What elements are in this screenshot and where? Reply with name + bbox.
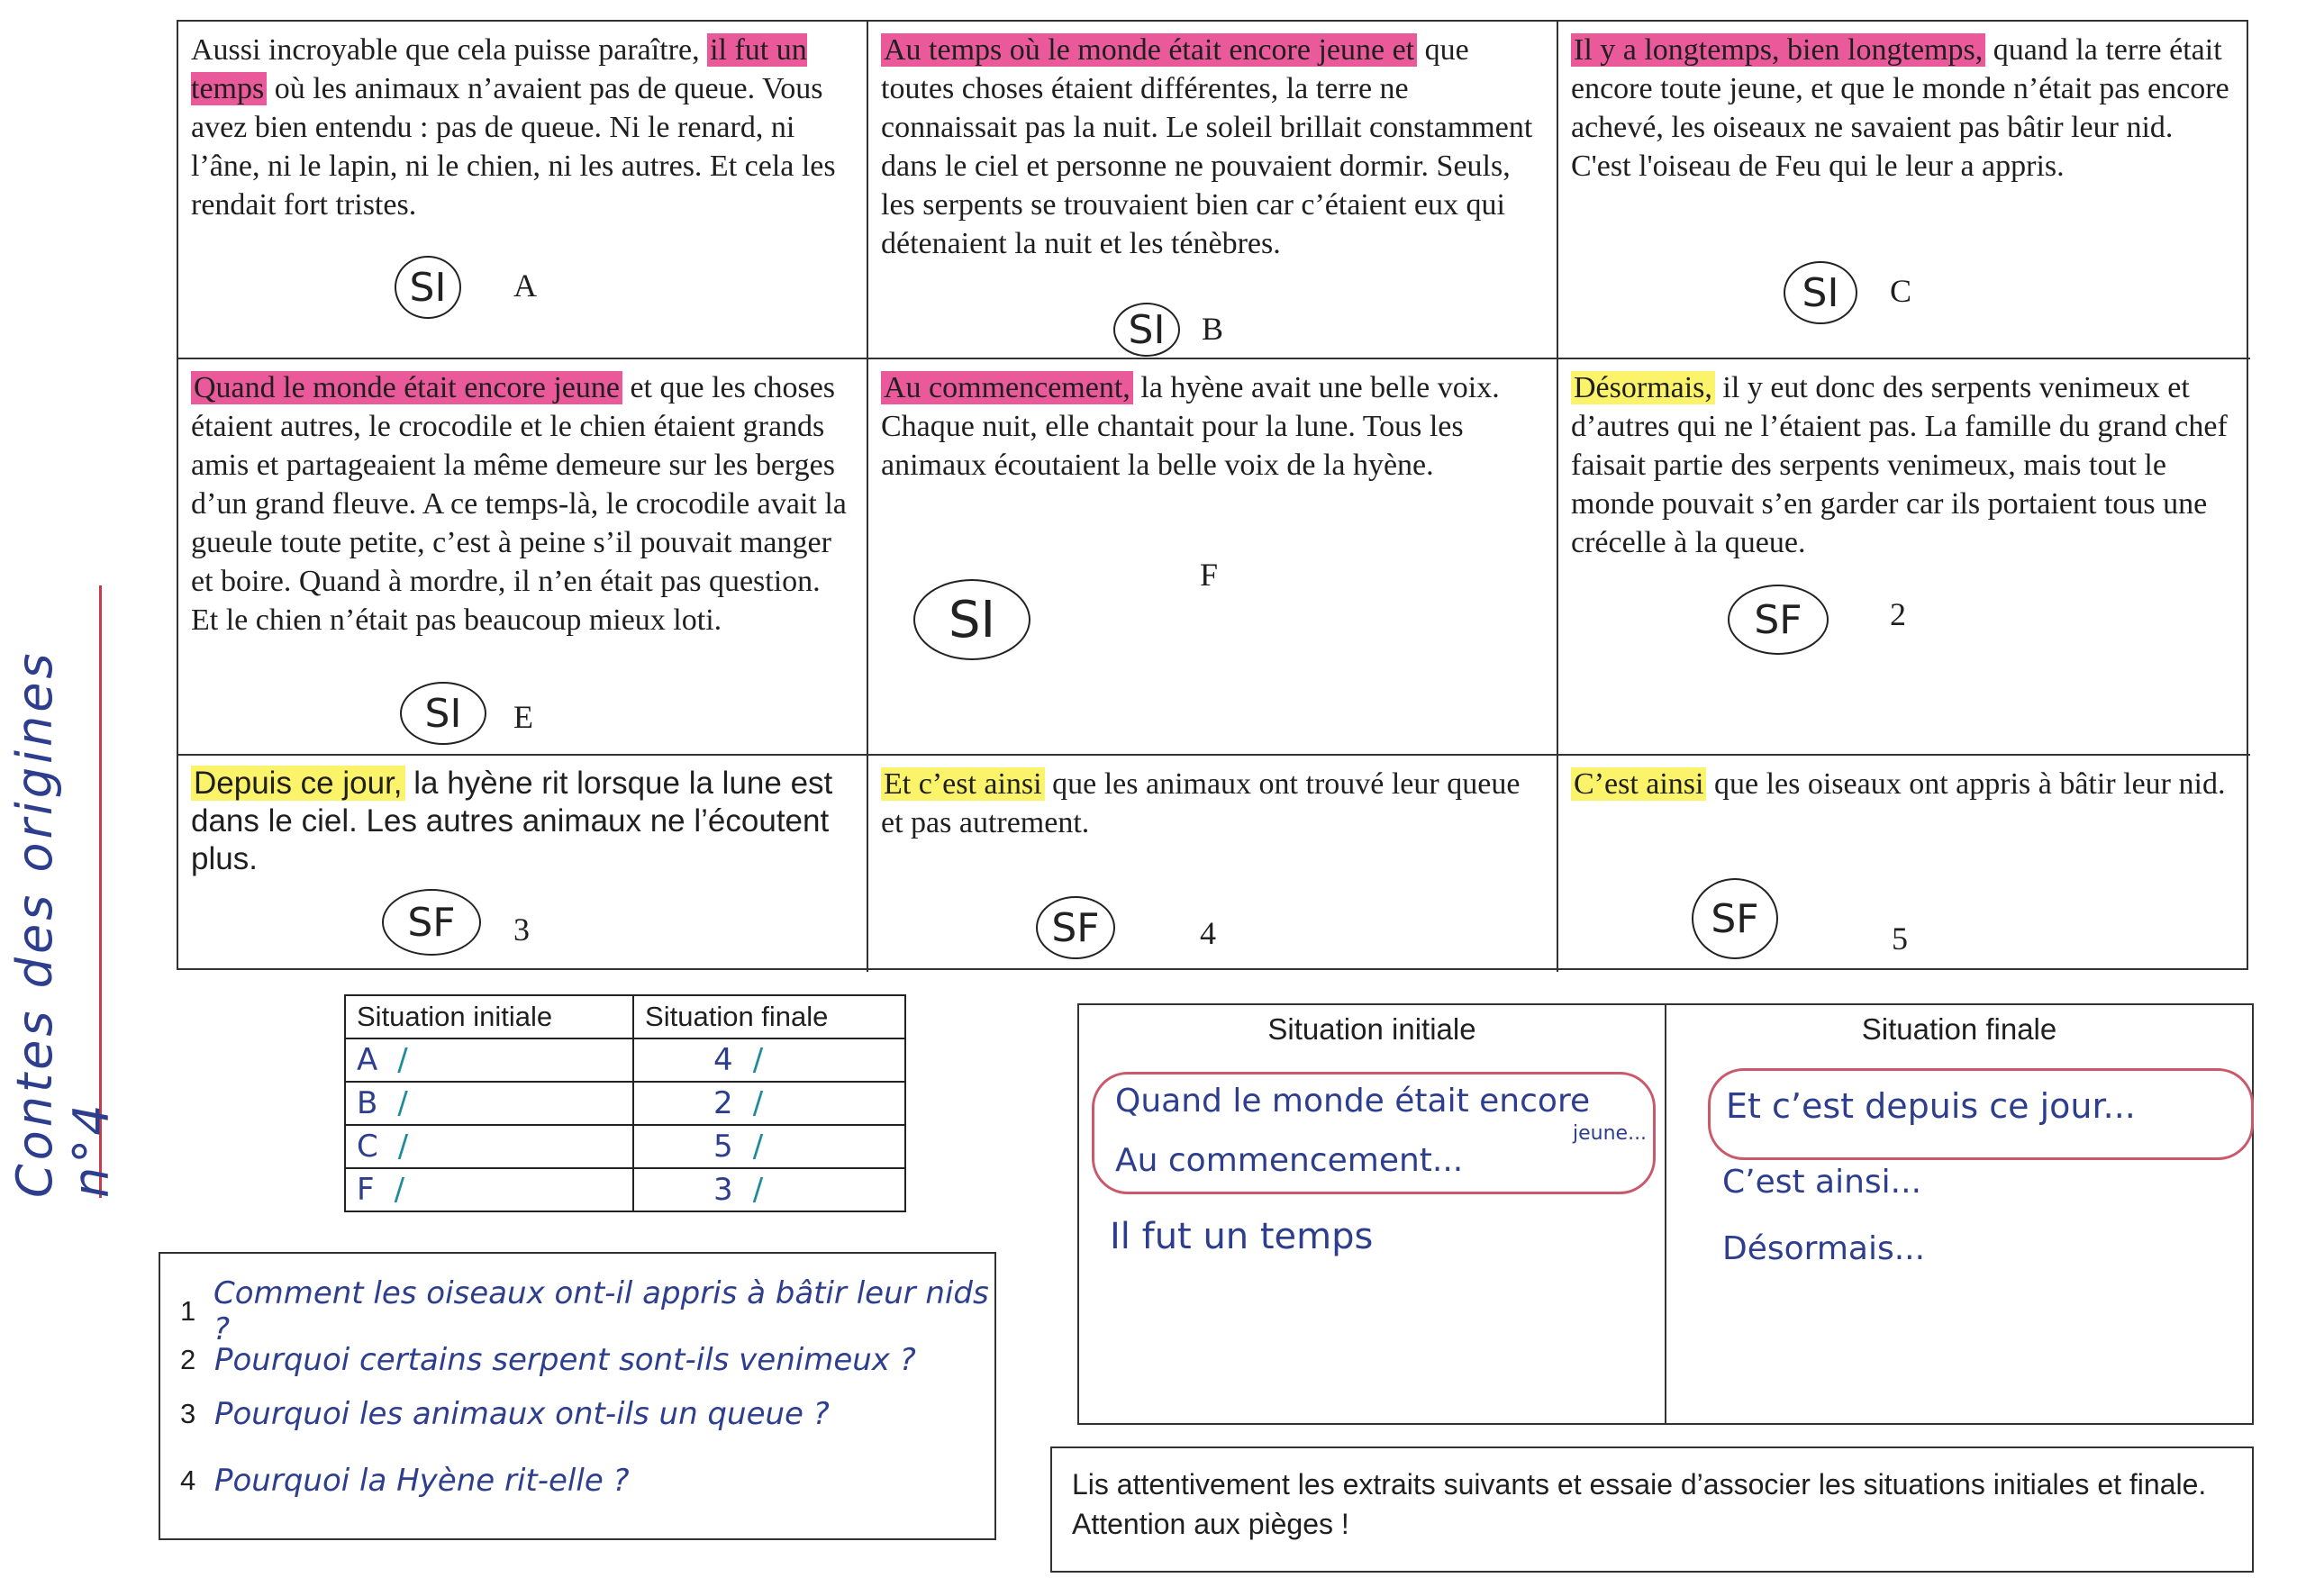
extract-cell-b — [868, 22, 1558, 359]
question-item — [180, 1342, 916, 1378]
highlight-opening: Au commencement, — [881, 371, 1133, 404]
extract-letter: 4 — [1200, 915, 1216, 951]
question-text: Pourquoi les animaux ont-ils un queue ? — [214, 1396, 830, 1432]
cell-value: C — [357, 1129, 378, 1165]
handwritten-final: Désormais... — [1722, 1230, 1926, 1267]
table-row — [345, 1038, 905, 1082]
highlight-opening: Il y a longtemps, bien longtemps, — [1571, 33, 1985, 67]
sf-tag: SF — [1728, 585, 1829, 655]
si-tag: SI — [395, 256, 461, 319]
si-tag: SI — [1113, 303, 1180, 357]
sf-tag: SF — [382, 889, 481, 956]
cell-value: B — [357, 1085, 378, 1121]
situations-box — [1077, 1003, 2254, 1425]
extract-letter: 3 — [513, 911, 530, 948]
extract-cell-2 — [1558, 359, 2250, 756]
cell-value: 2 — [713, 1085, 733, 1121]
table-header-initial: Situation initiale — [345, 995, 633, 1038]
extract-cell-f — [868, 359, 1558, 756]
question-text: Pourquoi certains serpent sont-ils venimeux ? — [214, 1342, 916, 1378]
si-tag: SI — [1784, 261, 1857, 324]
extract-cell-3 — [178, 756, 868, 972]
question-number: 3 — [180, 1398, 196, 1429]
extract-letter: 5 — [1892, 920, 1908, 957]
si-tag: SI — [913, 579, 1030, 660]
side-title: Contes des origines n°4 — [27, 585, 102, 1198]
extract-text: Il y a longtemps, bien longtemps, quand la terre était encore toute jeune, et que le monde n’était pas encore achevé, les oiseaux ne savaient pas bâtir leur nid. C'est l'oiseau de Feu qui le leur a appris. — [1571, 33, 2229, 183]
extracts-grid — [177, 20, 2248, 970]
final-header: Situation finale — [1861, 1012, 2057, 1046]
extract-text: Au temps où le monde était encore jeune et que toutes choses étaient différentes, la terre ne connaissait pas la nuit. Le soleil brillait constamment dans le ciel et personne ne pouvaient dormir. Seuls, les serpents se trouvaient bien car c’étaient eux qui détenaient la nuit et les ténèbres. — [881, 33, 1533, 260]
extract-text: Aussi incroyable que cela puisse paraître, il fut un temps où les animaux n’avaient pas de queue. Vous avez bien entendu : pas de queue. Ni le renard, ni l’âne, ni le lapin, ni le chien, ni les autres. Et cela les rendait fort tristes. — [191, 33, 836, 222]
extract-letter: B — [1202, 311, 1224, 347]
handwritten-initial: Au commencement... — [1115, 1142, 1464, 1179]
table-header-final: Situation finale — [633, 995, 905, 1038]
highlight-ending: Depuis ce jour, — [191, 766, 405, 801]
extract-text: Quand le monde était encore jeune et que les choses étaient autres, le crocodile et le chien étaient grands amis et partageaient la même demeure sur les berges d’un grand fleuve. A ce temps-là, le crocodile avait la gueule toute petite, c’est à peine s’il pouvait manger et boire. Quand à mordre, il n’en était pas question. Et le chien n’était pas beaucoup mieux loti. — [191, 371, 847, 637]
extract-letter: 2 — [1890, 596, 1906, 632]
initial-column — [1079, 1005, 1665, 1423]
question-number: 2 — [180, 1344, 196, 1375]
highlight-opening: Quand le monde était encore jeune — [191, 371, 622, 404]
si-tag: SI — [400, 682, 486, 745]
table-row — [345, 1168, 905, 1211]
extract-letter: E — [513, 699, 533, 735]
check-mark: / — [397, 1042, 408, 1078]
check-mark: / — [394, 1172, 405, 1208]
question-text: Pourquoi la Hyène rit-elle ? — [214, 1463, 630, 1499]
cell-value: 4 — [713, 1042, 733, 1078]
question-text: Comment les oiseaux ont-il appris à bâtir leur nids ? — [213, 1275, 989, 1347]
highlight-opening: il fut un temps — [191, 33, 807, 105]
check-mark: / — [752, 1129, 764, 1165]
handwritten-final: C’est ainsi... — [1722, 1164, 1922, 1201]
handwritten-initial: jeune... — [1573, 1122, 1648, 1145]
question-item — [180, 1396, 830, 1432]
extract-letter: A — [513, 268, 537, 304]
check-mark: / — [752, 1085, 764, 1121]
extract-text: C’est ainsi que les oiseaux ont appris à bâtir leur nid. — [1571, 765, 2238, 803]
highlight-opening: Au temps où le monde était encore jeune et — [881, 33, 1417, 67]
extract-text: Au commencement, la hyène avait une belle voix. Chaque nuit, elle chantait pour la lune. Tous les animaux écoutaient la belle voix de la hyène. — [881, 371, 1500, 482]
question-number: 4 — [180, 1465, 196, 1496]
handwritten-final: Et c’est depuis ce jour... — [1726, 1086, 2136, 1126]
questions-box — [159, 1252, 996, 1540]
extract-letter: F — [1200, 557, 1219, 593]
extract-text: Et c’est ainsi que les animaux ont trouvé leur queue et pas autrement. — [881, 767, 1521, 839]
cell-value: 5 — [713, 1129, 733, 1165]
final-column — [1665, 1005, 2252, 1423]
check-mark: / — [397, 1129, 409, 1165]
extract-letter: C — [1890, 273, 1912, 309]
sf-tag: SF — [1036, 896, 1115, 959]
cell-value: 3 — [713, 1172, 733, 1208]
extract-cell-e — [178, 359, 868, 756]
highlight-ending: Et c’est ainsi — [881, 767, 1045, 801]
table-row — [345, 1082, 905, 1125]
question-item — [180, 1275, 994, 1347]
extract-cell-5 — [1558, 756, 2250, 972]
check-mark: / — [397, 1085, 408, 1121]
instruction-box: Lis attentivement les extraits suivants et essaie d’associer les situations initiales et finale. Attention aux pièges ! — [1050, 1446, 2254, 1573]
highlight-ending: Désormais, — [1571, 371, 1715, 404]
cell-value: A — [357, 1042, 378, 1078]
extract-cell-c — [1558, 22, 2250, 359]
highlight-ending: C’est ainsi — [1571, 767, 1706, 801]
sf-tag: SF — [1692, 878, 1778, 959]
handwritten-initial: Il fut un temps — [1110, 1216, 1374, 1257]
association-table — [344, 994, 906, 1212]
check-mark: / — [752, 1042, 764, 1078]
question-item — [180, 1463, 630, 1499]
handwritten-initial: Quand le monde était encore — [1115, 1083, 1591, 1120]
cell-value: F — [357, 1172, 375, 1208]
initial-header: Situation initiale — [1267, 1012, 1476, 1046]
question-number: 1 — [180, 1295, 196, 1327]
extract-text: Désormais, il y eut donc des serpents venimeux et d’autres qui ne l’étaient pas. La famille du grand chef faisait partie des serpents venimeux, mais tout le monde pouvait s’en garder car ils portaient tous une crécelle à la queue. — [1571, 371, 2228, 559]
extract-text: Depuis ce jour, la hyène rit lorsque la lune est dans le ciel. Les autres animaux ne l’écoutent plus. — [191, 766, 833, 876]
check-mark: / — [752, 1172, 764, 1208]
extract-cell-a — [178, 22, 868, 359]
table-row — [345, 1125, 905, 1168]
extract-cell-4 — [868, 756, 1558, 972]
